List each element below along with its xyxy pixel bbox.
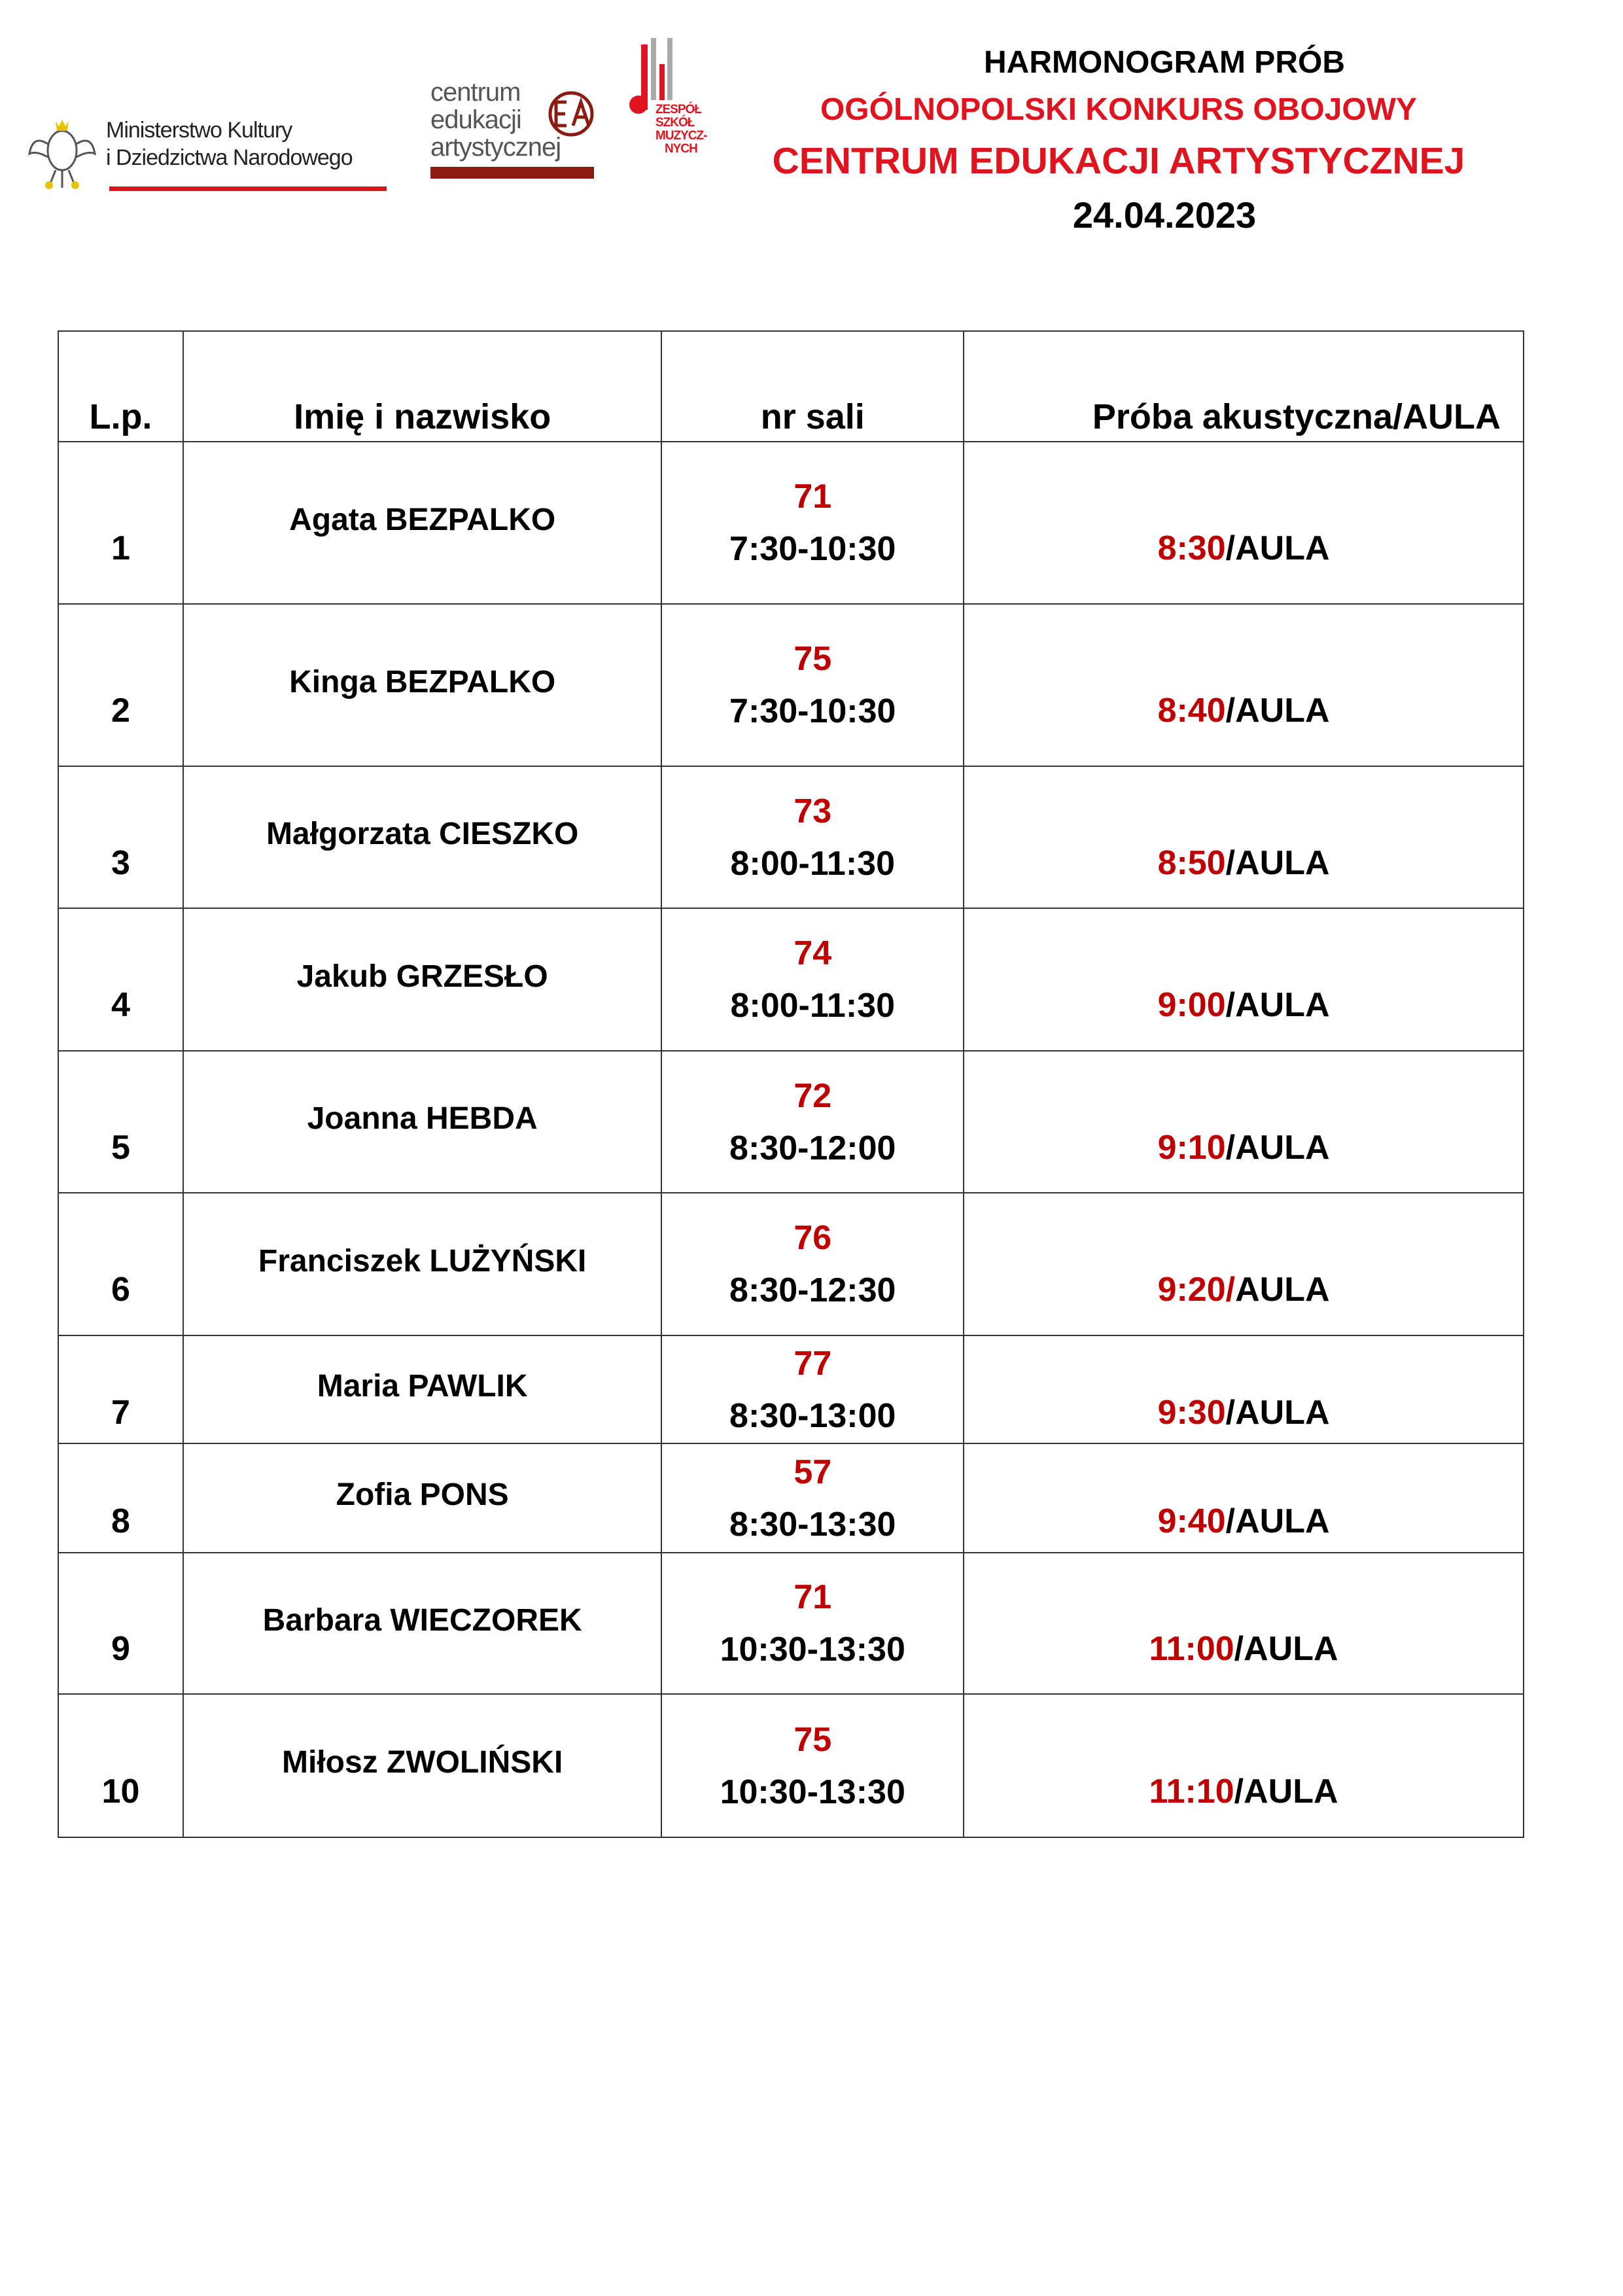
cell-room bbox=[661, 442, 964, 604]
cell-room bbox=[661, 908, 964, 1051]
row-number: 6 bbox=[111, 1271, 130, 1309]
rehearsal-time: 8:30 bbox=[1157, 529, 1226, 567]
cell-rehearsal bbox=[964, 766, 1524, 908]
cea-bar bbox=[430, 167, 594, 179]
cell-lp bbox=[58, 908, 183, 1051]
cell-rehearsal bbox=[964, 1443, 1524, 1553]
zsm-line4: NYCH bbox=[665, 142, 697, 156]
cea-line3: artystycznej bbox=[430, 133, 561, 162]
rehearsal bbox=[964, 1219, 1523, 1309]
room-number: 74 bbox=[794, 934, 832, 972]
cell-name bbox=[183, 1193, 661, 1335]
room-number: 72 bbox=[794, 1076, 832, 1115]
room-number: 73 bbox=[794, 792, 832, 830]
cell-room bbox=[661, 1443, 964, 1553]
cell-name bbox=[183, 908, 661, 1051]
rehearsal-time: 9:40 bbox=[1157, 1502, 1226, 1540]
participant-name: Miłosz ZWOLIŃSKI bbox=[281, 1745, 563, 1780]
rehearsal bbox=[964, 1456, 1523, 1541]
participant-name: Barbara WIECZOREK bbox=[262, 1602, 582, 1638]
room-time: 8:00-11:30 bbox=[730, 987, 895, 1025]
zsm-line1: ZESPÓŁ bbox=[655, 103, 702, 116]
rehearsal-place: /AULA bbox=[1234, 1772, 1338, 1810]
cea-mark-icon bbox=[547, 88, 595, 140]
cell-name bbox=[183, 604, 661, 766]
rehearsal bbox=[964, 1578, 1523, 1669]
cell-name bbox=[183, 766, 661, 908]
cell-lp bbox=[58, 1335, 183, 1443]
table-row bbox=[58, 1335, 1524, 1443]
cell-lp bbox=[58, 1193, 183, 1335]
participant-name: Franciszek LUŻYŃSKI bbox=[258, 1243, 587, 1279]
schedule-table bbox=[58, 330, 1524, 1838]
rehearsal-time: 11:00 bbox=[1149, 1630, 1234, 1668]
rehearsal-time: 8:40 bbox=[1157, 692, 1226, 730]
cell-room bbox=[661, 604, 964, 766]
zsm-bar-2 bbox=[651, 38, 656, 100]
rehearsal bbox=[964, 640, 1523, 730]
cell-room bbox=[661, 1694, 964, 1837]
cell-lp bbox=[58, 1553, 183, 1694]
zsm-line3: MUZYCZ- bbox=[655, 129, 707, 143]
rehearsal bbox=[964, 478, 1523, 568]
cell-room bbox=[661, 1193, 964, 1335]
rehearsal-place: /AULA bbox=[1225, 1128, 1330, 1167]
room-time: 8:00-11:30 bbox=[730, 844, 895, 883]
participant-name: Kinga BEZPALKO bbox=[289, 664, 556, 699]
cea-logo bbox=[430, 79, 601, 183]
room-number: 57 bbox=[794, 1453, 832, 1491]
row-number: 7 bbox=[111, 1393, 130, 1432]
room-number: 77 bbox=[794, 1344, 832, 1383]
table-row bbox=[58, 766, 1524, 908]
cea-line1: centrum bbox=[430, 78, 521, 107]
participant-name: Maria PAWLIK bbox=[317, 1369, 528, 1404]
cell-name bbox=[183, 442, 661, 604]
organizer-title: CENTRUM EDUKACJI ARTYSTYCZNEJ bbox=[772, 140, 1465, 182]
room-number: 76 bbox=[794, 1219, 832, 1257]
zsm-bar-3 bbox=[659, 64, 665, 100]
participant-name: Joanna HEBDA bbox=[307, 1101, 538, 1136]
cell-rehearsal bbox=[964, 1193, 1524, 1335]
rehearsal-place: /AULA bbox=[1225, 843, 1330, 882]
cell-room bbox=[661, 1051, 964, 1193]
participant-name: Agata BEZPALKO bbox=[289, 502, 556, 537]
cell-lp bbox=[58, 1443, 183, 1553]
ministry-name-line1: Ministerstwo Kultury bbox=[106, 118, 292, 143]
rehearsal bbox=[964, 1077, 1523, 1167]
table-row bbox=[58, 1553, 1524, 1694]
cell-rehearsal bbox=[964, 1553, 1524, 1694]
zsm-text bbox=[655, 103, 707, 156]
table-row bbox=[58, 1051, 1524, 1193]
room-time: 10:30-13:30 bbox=[720, 1773, 905, 1811]
rehearsal-place: AULA bbox=[1235, 1271, 1330, 1309]
row-number: 2 bbox=[111, 692, 130, 730]
cell-rehearsal bbox=[964, 1335, 1524, 1443]
room-time: 8:30-12:00 bbox=[729, 1129, 896, 1167]
col-header-rehearsal: Próba akustyczna/AULA bbox=[964, 331, 1524, 442]
row-number: 3 bbox=[111, 843, 130, 882]
rehearsal-time: 9:00 bbox=[1157, 986, 1226, 1024]
rehearsal-place: /AULA bbox=[1225, 1393, 1330, 1432]
table-row bbox=[58, 1443, 1524, 1553]
room-number: 71 bbox=[794, 478, 832, 516]
cell-room bbox=[661, 766, 964, 908]
rehearsal-place: /AULA bbox=[1225, 529, 1330, 567]
cell-rehearsal bbox=[964, 908, 1524, 1051]
room-number: 75 bbox=[794, 640, 832, 678]
participant-name: Zofia PONS bbox=[336, 1477, 509, 1512]
row-number: 9 bbox=[111, 1630, 130, 1668]
row-number: 4 bbox=[111, 986, 130, 1024]
participant-name: Jakub GRZESŁO bbox=[296, 959, 548, 994]
cell-room bbox=[661, 1553, 964, 1694]
rehearsal-place: /AULA bbox=[1225, 986, 1330, 1024]
table-header-row bbox=[58, 331, 1524, 442]
cell-lp bbox=[58, 766, 183, 908]
cell-room bbox=[661, 1335, 964, 1443]
rehearsal bbox=[964, 934, 1523, 1025]
participant-name: Małgorzata CIESZKO bbox=[266, 817, 579, 851]
col-header-lp: L.p. bbox=[58, 331, 183, 442]
room-time: 8:30-13:30 bbox=[729, 1505, 896, 1544]
table-row bbox=[58, 908, 1524, 1051]
eagle-emblem-icon bbox=[26, 115, 98, 193]
zsm-line2: SZKÓŁ bbox=[655, 116, 695, 130]
zsm-bar-4 bbox=[667, 38, 672, 100]
room-time: 8:30-12:30 bbox=[729, 1271, 896, 1309]
rehearsal bbox=[964, 1347, 1523, 1432]
rehearsal bbox=[964, 792, 1523, 883]
cell-rehearsal bbox=[964, 1694, 1524, 1837]
rehearsal-place: /AULA bbox=[1225, 1502, 1330, 1540]
ministry-underline bbox=[109, 186, 387, 191]
rehearsal-time: 8:50 bbox=[1157, 843, 1226, 882]
rehearsal-time: 11:10 bbox=[1149, 1772, 1234, 1810]
rehearsal-time: 9:10 bbox=[1157, 1128, 1226, 1167]
cell-lp bbox=[58, 1694, 183, 1837]
zsm-note-head bbox=[629, 96, 648, 114]
cell-rehearsal bbox=[964, 604, 1524, 766]
col-header-name: Imię i nazwisko bbox=[183, 331, 661, 442]
room-time: 7:30-10:30 bbox=[729, 530, 896, 568]
table-row bbox=[58, 1193, 1524, 1335]
rehearsal bbox=[964, 1721, 1523, 1811]
ministry-logo bbox=[26, 111, 393, 196]
page-title: HARMONOGRAM PRÓB bbox=[984, 45, 1345, 80]
cell-lp bbox=[58, 604, 183, 766]
row-number: 10 bbox=[101, 1772, 140, 1810]
cell-rehearsal bbox=[964, 442, 1524, 604]
cell-rehearsal bbox=[964, 1051, 1524, 1193]
row-number: 1 bbox=[111, 529, 130, 567]
cell-lp bbox=[58, 1051, 183, 1193]
competition-title: OGÓLNOPOLSKI KONKURS OBOJOWY bbox=[820, 92, 1418, 127]
cell-name bbox=[183, 1553, 661, 1694]
room-time: 10:30-13:30 bbox=[720, 1631, 905, 1669]
cell-name bbox=[183, 1443, 661, 1553]
room-time: 7:30-10:30 bbox=[729, 692, 896, 730]
cea-line2: edukacji bbox=[430, 105, 521, 134]
cell-name bbox=[183, 1051, 661, 1193]
row-number: 8 bbox=[111, 1502, 130, 1540]
ministry-name-line2: i Dziedzictwa Narodowego bbox=[106, 145, 353, 170]
room-number: 75 bbox=[794, 1720, 832, 1759]
row-number: 5 bbox=[111, 1128, 130, 1167]
cell-name bbox=[183, 1335, 661, 1443]
rehearsal-time: 9:30 bbox=[1157, 1393, 1226, 1432]
rehearsal-time: 9:20/ bbox=[1157, 1271, 1236, 1309]
table-row bbox=[58, 1694, 1524, 1837]
room-time: 8:30-13:00 bbox=[729, 1396, 896, 1435]
event-date: 24.04.2023 bbox=[1072, 194, 1257, 236]
room-number: 71 bbox=[794, 1578, 832, 1616]
zsm-logo bbox=[628, 38, 726, 169]
rehearsal-place: /AULA bbox=[1225, 692, 1330, 730]
cell-lp bbox=[58, 442, 183, 604]
rehearsal-place: /AULA bbox=[1234, 1630, 1338, 1668]
cell-name bbox=[183, 1694, 661, 1837]
table-row bbox=[58, 604, 1524, 766]
table-row bbox=[58, 442, 1524, 604]
col-header-room: nr sali bbox=[661, 331, 964, 442]
